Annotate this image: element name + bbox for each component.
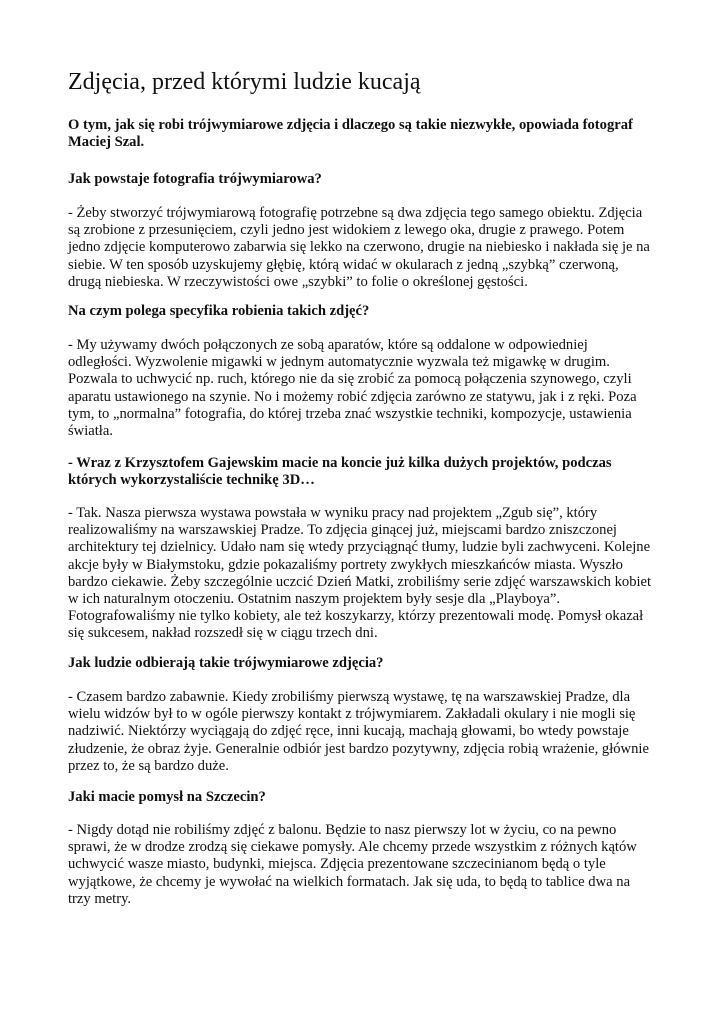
question-5 [68, 789, 658, 806]
question-4 [68, 655, 658, 672]
question-2 [68, 303, 658, 320]
answer-line: odległości. Wyzwolenie migawki w jednym automatycznie wyzwala też migawkę w drugim. [68, 354, 610, 371]
answer-line: tym, to „normalna” fotografia, do której trzeba znać wszystkie techniki, kompozycje, ustawienia [68, 405, 632, 422]
answer-line: drugą niebieska. W rzeczywistości owe „szybki” to folie o określonej gęstości. [68, 273, 528, 290]
answer-line: w ich naturalnym otoczeniu. Ostatnim naszym projektem były sesje dla „Playboya”. [68, 591, 561, 608]
answer-line: Fotografowaliśmy nie tylko kobiety, ale też koszykarzy, którzy prezentowali modę. Pomysł okazał [68, 608, 644, 625]
lead-paragraph [68, 117, 658, 151]
question-line: Na czym polega specyfika robienia takich zdjęć? [68, 303, 370, 319]
answer-line: - Żeby stworzyć trójwymiarową fotografię potrzebne są dwa zdjęcia tego samego obiektu. Zdjęcia [68, 205, 643, 221]
answer-line: - Tak. Nasza pierwsza wystawa powstała w wyniku pracy nad projektem „Zgub się”, który [68, 505, 598, 521]
answer-line: Pozwala to uchwycić np. ruch, którego nie da się zrobić za pomocą połączenia szynowego, czyli [68, 371, 632, 388]
answer-line: - Nigdy dotąd nie robiliśmy zdjęć z balonu. Będzie to nasz pierwszy lot w życiu, co na pewno [68, 822, 617, 838]
answer-line: aparatu ustawionego na szynie. No i możemy robić zdjęcia zarówno ze statywu, jak i z ręki. Poza [68, 388, 637, 405]
question-1 [68, 171, 658, 188]
answer-line: jedno zdjęcie komputerowo zabarwia się lekko na czerwono, drugie na niebiesko i nakłada się je na [68, 239, 650, 256]
answer-line: się sukcesem, nakład rozszedł się w ciągu trzech dni. [68, 625, 378, 642]
answer-4 [68, 689, 658, 775]
answer-line: - Czasem bardzo zabawnie. Kiedy zrobiliśmy pierwszą wystawę, tę na warszawskiej Pradze, dla [68, 689, 631, 705]
answer-5 [68, 822, 658, 908]
answer-line: przez to, że są bardzo duże. [68, 757, 229, 774]
page-title: Zdjęcia, przed którymi ludzie kucają [68, 69, 421, 95]
lead-line: O tym, jak się robi trójwymiarowe zdjęcia i dlaczego są takie niezwykłe, opowiada fotograf [68, 117, 633, 133]
answer-line: architektury tej dzielnicy. Udało nam się wtedy przyciągnąć tłumy, ludzie byli zachwyceni. Kolejne [68, 539, 651, 556]
answer-line: bardzo ciekawie. Żeby szczególnie uczcić Dzień Matki, zrobiliśmy serie zdjęć warszawskich kobiet [68, 573, 652, 590]
answer-line: nadziwić. Niektórzy wyciągają do zdjęć ręce, inni kucają, machają głowami, bo wtedy powstaje [68, 723, 629, 740]
question-line: - Wraz z Krzysztofem Gajewskim macie na koncie już kilka dużych projektów, podczas [68, 455, 612, 471]
answer-line: realizowaliśmy na warszawskiej Pradze. To zdjęcia ginącej już, miejscami bardzo zniszczonej [68, 522, 617, 539]
answer-line: siebie. W ten sposób uzyskujemy głębię, którą widać w okularach z jedną „szybką” czerwoną, [68, 256, 619, 273]
answer-1 [68, 205, 658, 291]
answer-3 [68, 505, 658, 643]
question-3 [68, 455, 658, 489]
answer-line: trzy metry. [68, 890, 132, 907]
question-line: Jaki macie pomysł na Szczecin? [68, 789, 266, 805]
answer-line: wyjątkowe, że chcemy je wywołać na wielkich formatach. Jak się uda, to będą to tablice dwa na [68, 873, 631, 890]
answer-line: akcje były w Białymstoku, gdzie pokazaliśmy portrety zwykłych mieszkańców miasta. Wyszło [68, 556, 623, 573]
answer-line: złudzenie, że obraz żyje. Generalnie odbiór jest bardzo pozytywny, zdjęcia robią wrażenie, głównie [68, 740, 649, 757]
answer-line: światła. [68, 423, 113, 440]
question-line: Jak powstaje fotografia trójwymiarowa? [68, 171, 322, 187]
question-line: Jak ludzie odbierają takie trójwymiarowe zdjęcia? [68, 655, 384, 671]
answer-line: wielu widzów był to w ogóle pierwszy kontakt z trójwymiarem. Zakładali okulary i nie mogli się [68, 706, 636, 723]
answer-line: - My używamy dwóch połączonych ze sobą aparatów, które są oddalone w odpowiedniej [68, 337, 588, 353]
answer-line: uchwycić wasze miasto, budynki, miejsca. Zdjęcia prezentowane szczecinianom będą o tyle [68, 856, 606, 873]
question-line: których wykorzystaliście technikę 3D… [68, 472, 315, 489]
answer-line: są zrobione z przesunięciem, czyli jedno jest widokiem z lewego oka, drugie z prawego. Potem [68, 222, 625, 239]
answer-line: sprawi, że w drodze zrodzą się ciekawe pomysły. Ale chcemy przede wszystkim z różnych kątów [68, 839, 637, 856]
answer-2 [68, 337, 658, 440]
lead-line: Maciej Szal. [68, 134, 145, 151]
